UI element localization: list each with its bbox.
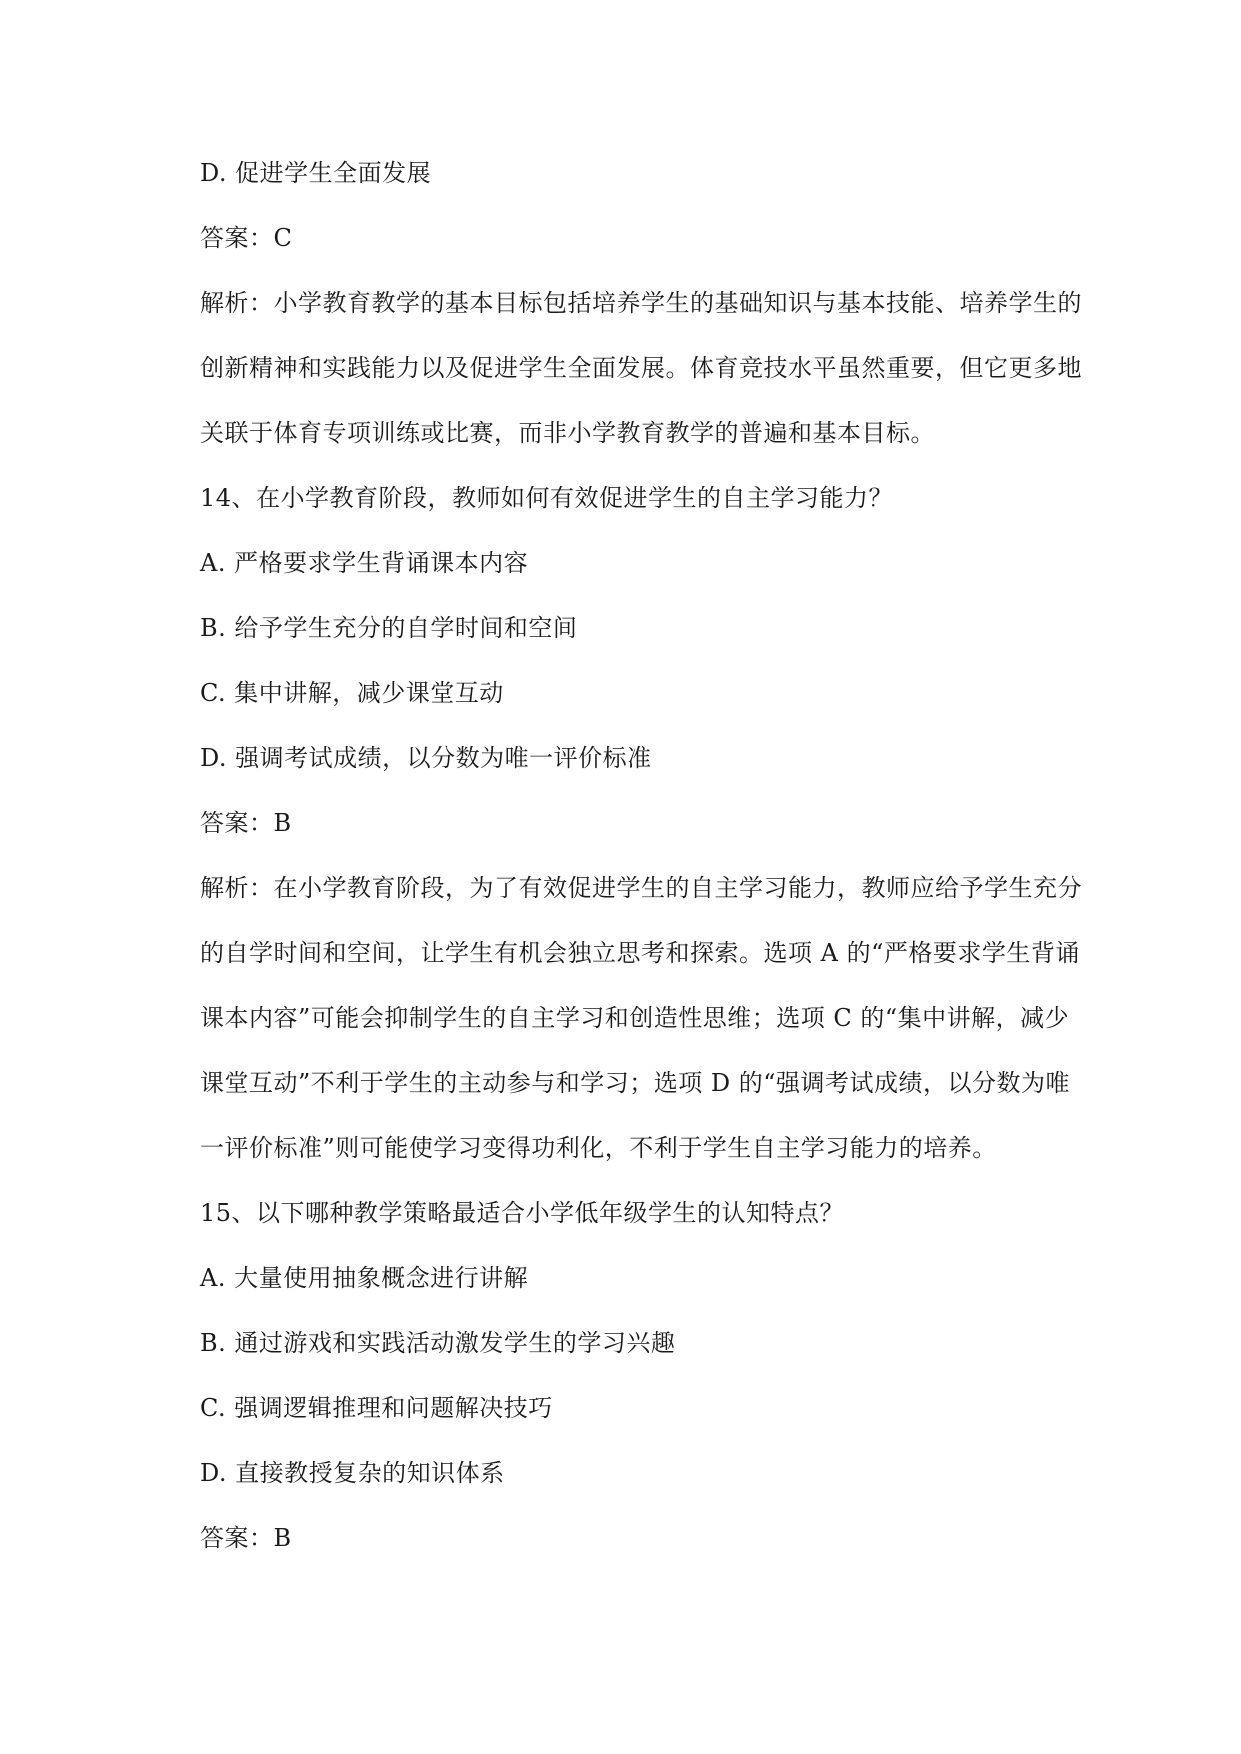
option-d: D. 直接教授复杂的知识体系 [200, 1459, 505, 1487]
option-a: A. 大量使用抽象概念进行讲解 [200, 1264, 529, 1292]
option-a: A. 严格要求学生背诵课本内容 [200, 549, 529, 577]
option-b: B. 通过游戏和实践活动激发学生的学习兴趣 [200, 1329, 676, 1357]
explanation [200, 271, 1100, 466]
explanation-line: 创新精神和实践能力以及促进学生全面发展。体育竞技水平虽然重要，但它更多地 [200, 354, 1082, 382]
question-15 [200, 1181, 1100, 1571]
question-stem: 14、在小学教育阶段，教师如何有效促进学生的自主学习能力？ [200, 484, 894, 512]
explanation-line: 解析：小学教育教学的基本目标包括培养学生的基础知识与基本技能、培养学生的 [200, 289, 1082, 317]
answer: 答案：B [200, 1524, 292, 1552]
explanation [200, 856, 1100, 1181]
explanation-line: 课本内容”可能会抑制学生的自主学习和创造性思维；选项 C 的“集中讲解，减少 [200, 1004, 1070, 1032]
option-d: D. 强调考试成绩，以分数为唯一评价标准 [200, 744, 652, 772]
explanation-line: 关联于体育专项训练或比赛，而非小学教育教学的普遍和基本目标。 [200, 419, 935, 447]
question-14 [200, 466, 1100, 1181]
previous-question-tail [200, 141, 1100, 466]
explanation-line: 的自学时间和空间，让学生有机会独立思考和探索。选项 A 的“严格要求学生背诵 [200, 939, 1080, 967]
option-c: C. 强调逻辑推理和问题解决技巧 [200, 1394, 553, 1422]
answer: 答案：B [200, 809, 292, 837]
explanation-line: 解析：在小学教育阶段，为了有效促进学生的自主学习能力，教师应给予学生充分 [200, 874, 1082, 902]
document-page [200, 141, 1100, 1571]
explanation-line: 课堂互动”不利于学生的主动参与和学习；选项 D 的“强调考试成绩，以分数为唯 [200, 1069, 1071, 1097]
question-stem: 15、以下哪种教学策略最适合小学低年级学生的认知特点？ [200, 1199, 845, 1227]
explanation-line: 一评价标准”则可能使学习变得功利化，不利于学生自主学习能力的培养。 [200, 1134, 997, 1162]
option-b: B. 给予学生充分的自学时间和空间 [200, 614, 578, 642]
option-d: D. 促进学生全面发展 [200, 159, 432, 187]
option-c: C. 集中讲解，减少课堂互动 [200, 679, 504, 707]
answer: 答案：C [200, 224, 293, 252]
